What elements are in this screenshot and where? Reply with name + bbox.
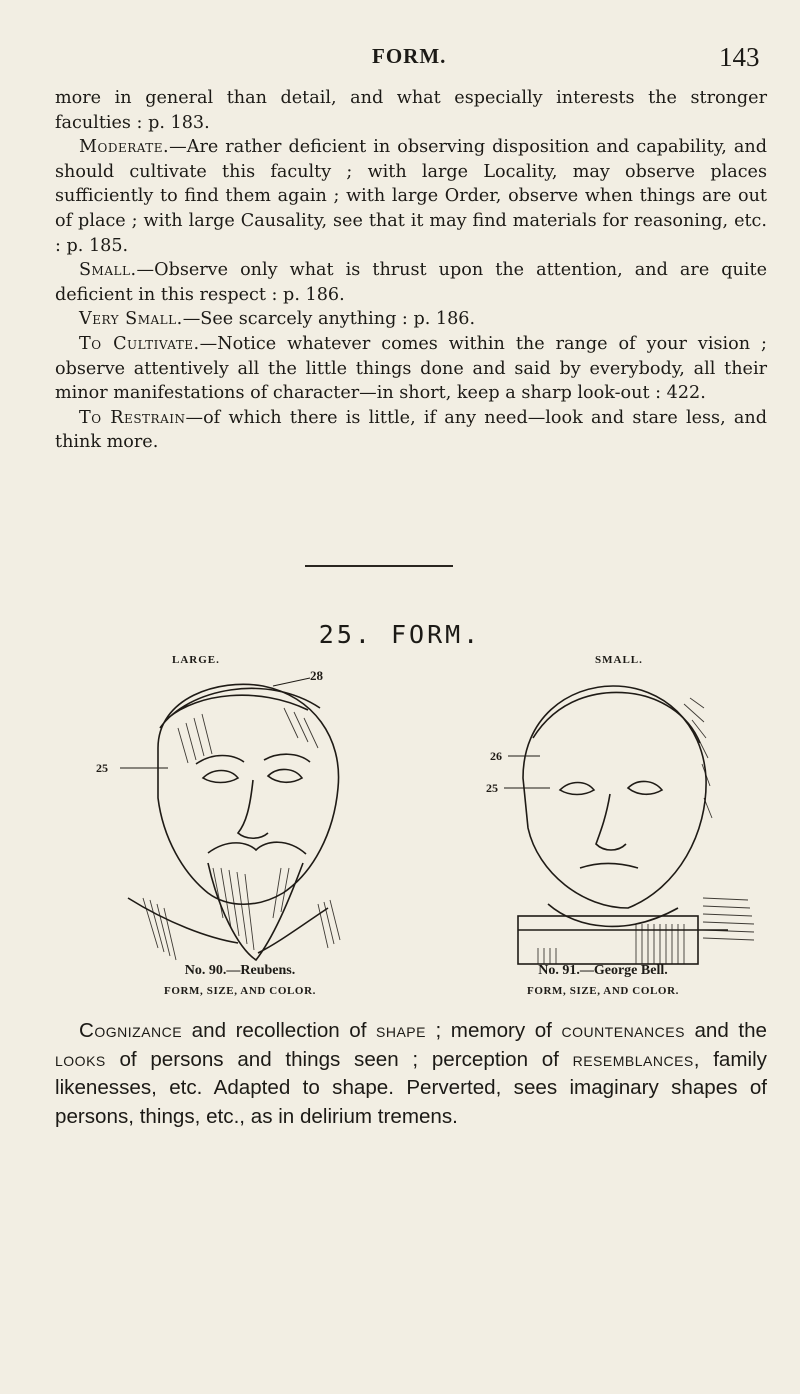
paragraph-very-small bbox=[55, 307, 767, 332]
paragraph-text: —of which there is little, if any need—look and stare less, and think more. bbox=[55, 407, 768, 453]
paragraph-lead: To Restrain bbox=[79, 407, 186, 428]
paragraph-continuation bbox=[55, 86, 767, 135]
reubens-mark-side: 25 bbox=[96, 761, 108, 775]
head-outline bbox=[523, 686, 706, 908]
reubens-portrait-engraving bbox=[88, 668, 388, 968]
definition-text: of persons and things seen ; perception of bbox=[105, 1047, 573, 1071]
caption-subtitle: FORM, SIZE, AND COLOR. bbox=[527, 985, 679, 997]
reubens-mark-top: 28 bbox=[310, 668, 323, 683]
large-label: LARGE. bbox=[172, 654, 220, 666]
brow bbox=[196, 754, 310, 764]
bell-mark-lower: 25 bbox=[486, 781, 498, 795]
nose bbox=[596, 794, 626, 850]
right-eye bbox=[628, 781, 662, 794]
definition-term: countenances bbox=[561, 1019, 685, 1042]
definition-text: , family likenesses, etc. Adapted to shape. Perverted, sees imaginary shapes of persons, things, etc., as in delirium tremens. bbox=[55, 1047, 767, 1128]
body-text bbox=[55, 86, 767, 455]
paragraph-lead: Moderate. bbox=[79, 137, 170, 158]
paragraph-text: —Are rather deficient in observing disposition and capability, and should cultivate this faculty ; with large Locality, may observe places sufficiently to find them again ; with large Order, observe when things are out of place ; with large Causality, see that it may find materials for reasoning, etc. : p. 185. bbox=[55, 137, 767, 256]
mouth bbox=[580, 864, 638, 869]
right-eye bbox=[268, 769, 302, 782]
definition-term: Cognizance bbox=[79, 1019, 183, 1042]
paragraph-lead: Very Small. bbox=[79, 309, 183, 330]
paragraph-text: more in general than detail, and what especially interests the stronger faculties : p. 183. bbox=[55, 88, 767, 133]
section-heading: 25. FORM. bbox=[318, 620, 482, 649]
paragraph-lead: To Cultivate. bbox=[79, 333, 200, 354]
head-outline bbox=[158, 684, 339, 904]
paragraph-text: —Observe only what is thrust upon the attention, and are quite deficient in this respect : p. 186. bbox=[55, 260, 767, 305]
caption-subtitle: FORM, SIZE, AND COLOR. bbox=[164, 985, 316, 997]
form-definition bbox=[55, 1017, 767, 1131]
hat-brim bbox=[160, 688, 320, 728]
definition-term: looks bbox=[55, 1047, 106, 1071]
definition-paragraph bbox=[55, 1017, 767, 1131]
caption-george-bell bbox=[458, 960, 748, 1000]
caption-title: No. 91.—George Bell. bbox=[538, 963, 668, 978]
moustache bbox=[208, 842, 306, 854]
paragraph-text: —See scarcely anything : p. 186. bbox=[182, 309, 476, 330]
caption-reubens bbox=[95, 960, 385, 1000]
definition-text: ; memory of bbox=[425, 1019, 562, 1042]
george-bell-portrait-engraving bbox=[478, 668, 778, 968]
caption-title: No. 90.—Reubens. bbox=[184, 963, 296, 978]
running-title: FORM. bbox=[372, 44, 447, 68]
definition-term: resemblances bbox=[572, 1047, 694, 1071]
paragraph-to-restrain bbox=[55, 406, 767, 455]
paragraph-text: —Notice whatever comes within the range of your vision ; observe attentively all the little things done and said by everybody, all their minor manifestations of character—in short, keep a sharp look-out : 422. bbox=[55, 333, 767, 404]
running-head bbox=[0, 42, 800, 82]
section-divider bbox=[305, 565, 453, 567]
small-label: SMALL. bbox=[595, 654, 643, 666]
paragraph-small bbox=[55, 258, 767, 307]
paragraph-to-cultivate bbox=[55, 332, 767, 406]
paragraph-lead: Small. bbox=[79, 260, 137, 281]
definition-text: and recollection of bbox=[182, 1019, 377, 1042]
hair-top bbox=[533, 692, 700, 743]
left-eye bbox=[560, 783, 594, 795]
high-collar bbox=[518, 916, 698, 964]
definition-text: and the bbox=[684, 1019, 768, 1042]
page-number: 143 bbox=[719, 42, 760, 72]
left-eye bbox=[203, 771, 238, 783]
definition-term: shape bbox=[376, 1019, 426, 1042]
bell-mark-upper: 26 bbox=[490, 749, 502, 763]
paragraph-moderate bbox=[55, 135, 767, 258]
nose bbox=[238, 780, 268, 838]
